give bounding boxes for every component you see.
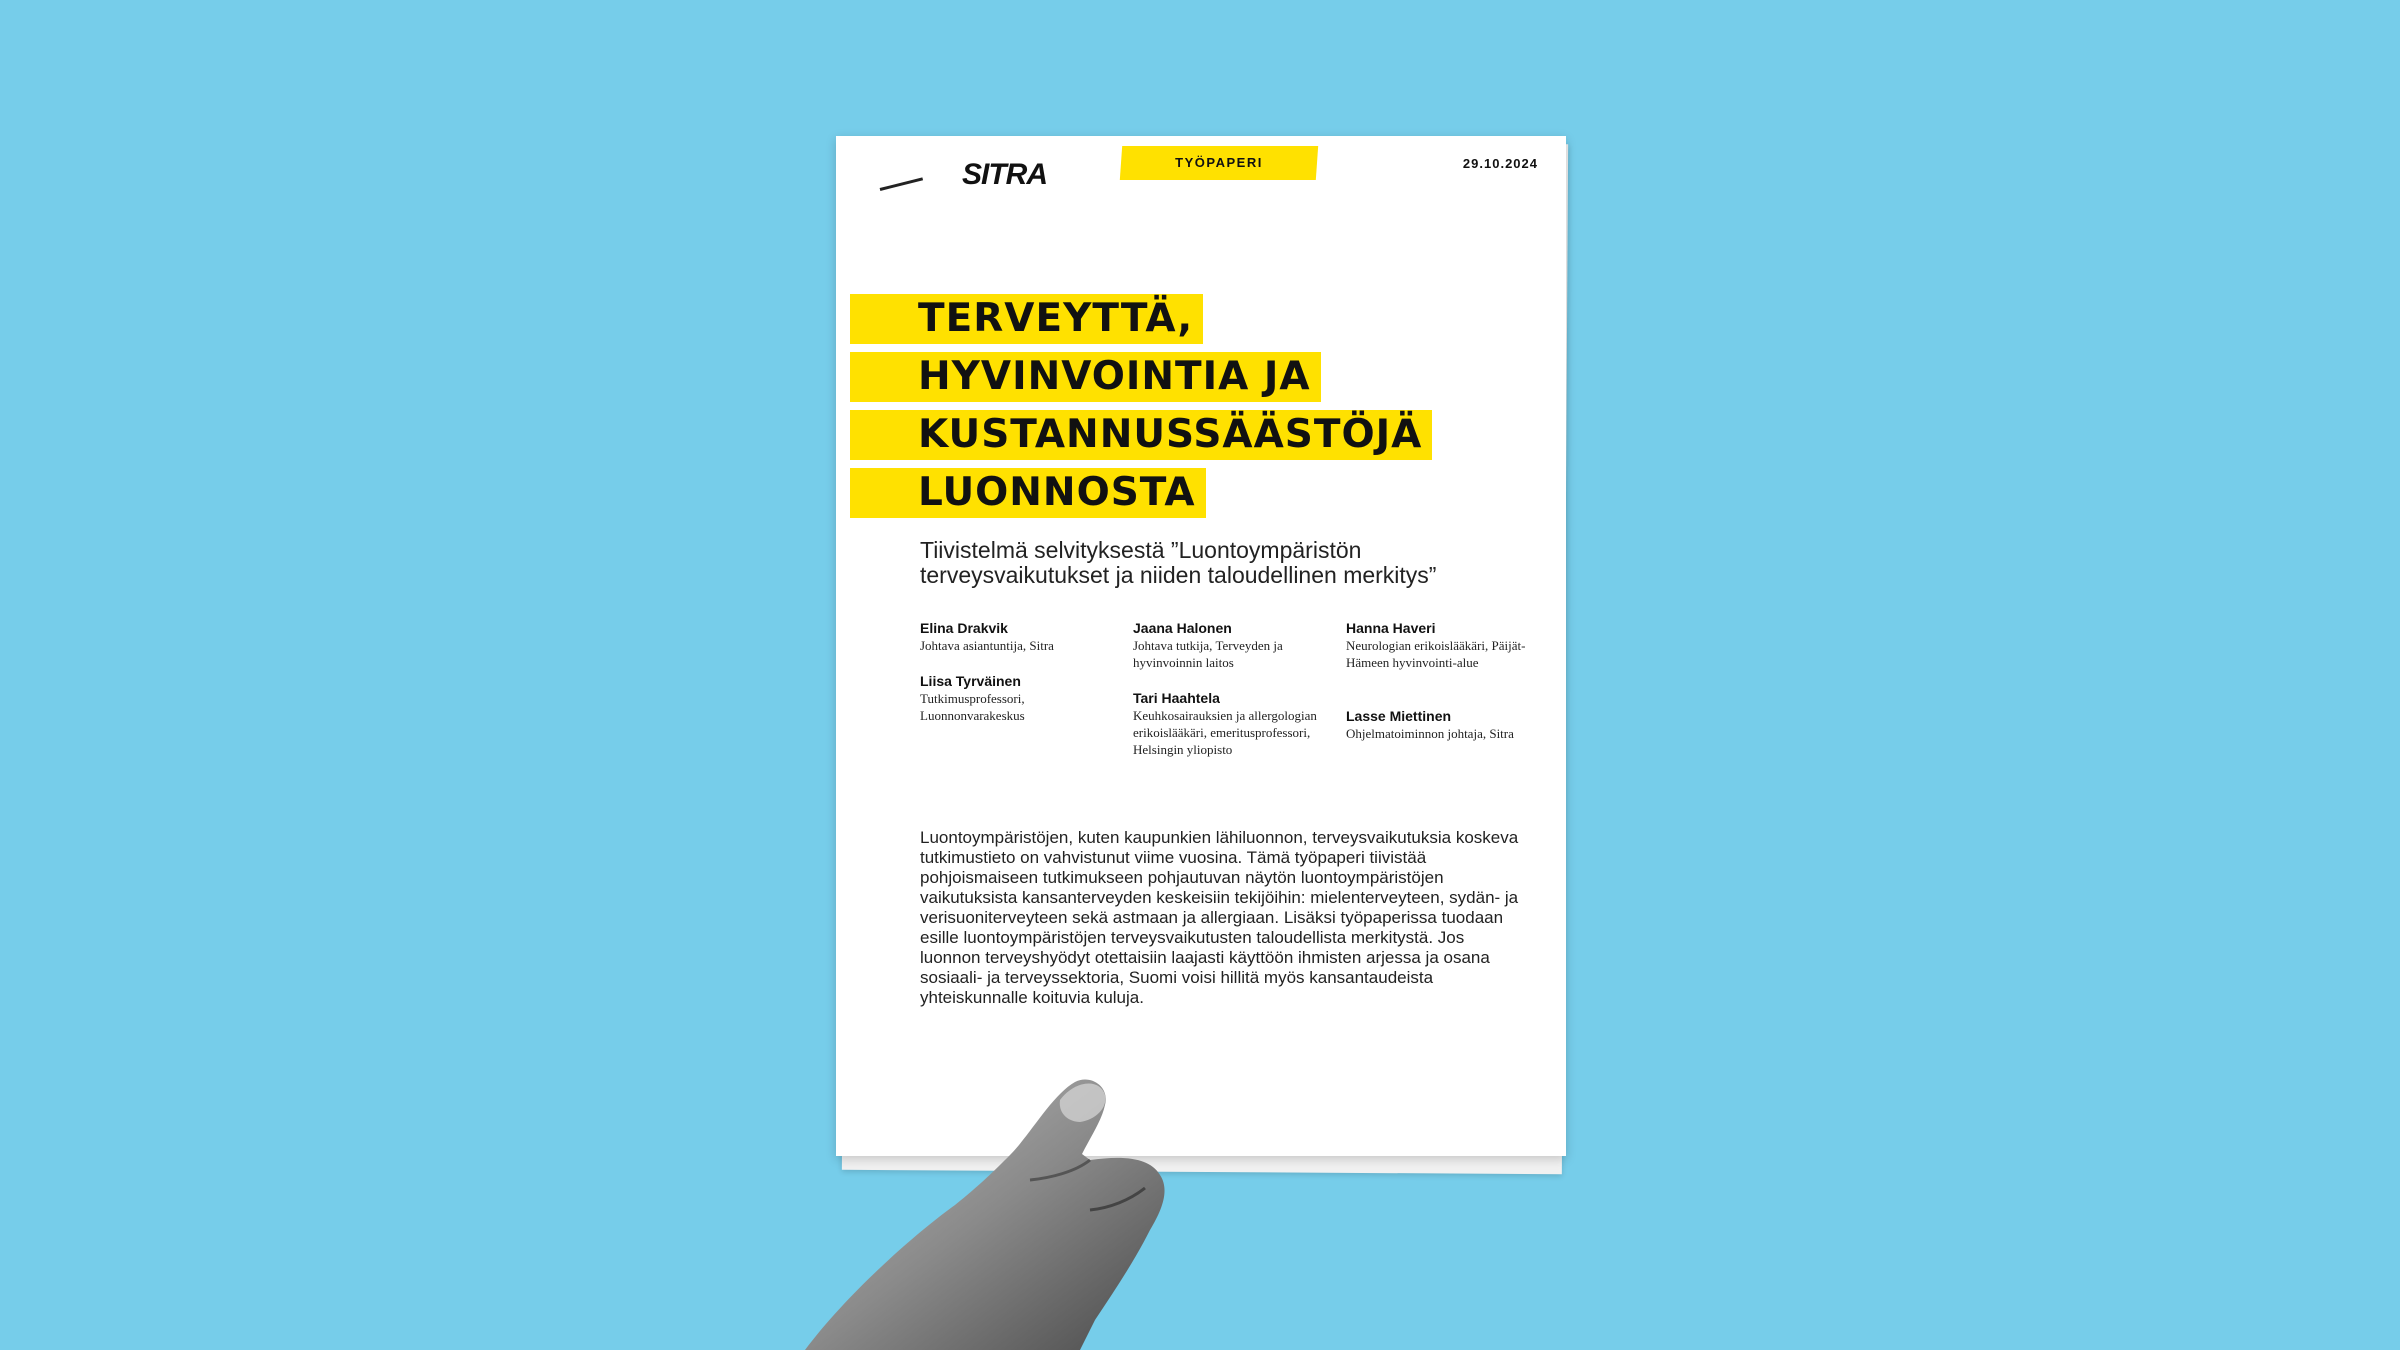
author-name: Lasse Miettinen [1346,708,1452,724]
author-name: Hanna Haveri [1346,620,1436,636]
author-role: Keuhkosairauksien ja allergologian erikoislääkäri, emeritusprofessori, Helsingin yliopisto [1133,708,1317,757]
document-title [850,294,1432,526]
author-entry [1346,620,1526,671]
title-line: KUSTANNUSSÄÄSTÖJÄ [850,410,1432,460]
author-entry [920,673,1070,724]
sitra-logo [880,148,1047,198]
title-line: LUONNOSTA [850,468,1206,518]
hand-holding-paper-illustration [790,1060,1290,1350]
author-name: Tari Haahtela [1133,690,1220,706]
author-role: Tutkimusprofessori, Luonnonvarakeskus [920,691,1025,723]
author-role: Johtava asiantuntija, Sitra [920,638,1054,653]
author-role: Johtava tutkija, Terveyden ja hyvinvoinnin laitos [1133,638,1283,670]
author-name: Liisa Tyrväinen [920,673,1021,689]
author-name: Jaana Halonen [1133,620,1232,636]
author-entry [1133,620,1318,671]
title-line: HYVINVOINTIA JA [850,352,1321,402]
document-type-label: TYÖPAPERI [1175,155,1263,170]
authors-block [920,620,1526,790]
author-entry [1133,690,1318,758]
document-subtitle: Tiivistelmä selvityksestä ”Luontoympäristön terveysvaikutukset ja niiden taloudellinen merkitys” [920,537,1437,588]
author-role: Ohjelmatoiminnon johtaja, Sitra [1346,726,1514,741]
hand-shape [805,1079,1165,1350]
logo-text: SITRA [962,158,1047,191]
document-type-badge [1120,146,1318,180]
author-entry [1346,708,1526,742]
author-entry [920,620,1120,654]
title-line: TERVEYTTÄ, [850,294,1203,344]
logo-swoosh [880,177,923,191]
working-paper-sheet [836,136,1566,1156]
author-role: Neurologian erikoislääkäri, Päijät-Hämeen hyvinvointi-alue [1346,638,1526,670]
publication-date: 29.10.2024 [1462,156,1538,171]
summary-paragraph: Luontoympäristöjen, kuten kaupunkien lähiluonnon, terveysvaikutuksia koskeva tutkimustieto on vahvistunut viime vuosina. Tämä työpaperi tiivistää pohjoismaiseen tutkimukseen pohjautuvan näytön luontoympäristöjen vaikutuksista kansanterveyden keskeisiin tekijöihin: mielenterveyteen, sydän- ja verisuoniterveyteen sekä astmaan ja allergiaan. Lisäksi työpaperissa tuodaan esille luontoympäristöjen terveysvaikutusten taloudellista merkitystä. Jos luonnon terveyshyödyt otettaisiin laajasti käyttöön ihmisten arjessa ja osana sosiaali- ja terveyssektoria, Suomi voisi hillitä myös kansantaudeista yhteiskunnalle koituvia kuluja. [920,828,1519,1007]
author-name: Elina Drakvik [920,620,1008,636]
